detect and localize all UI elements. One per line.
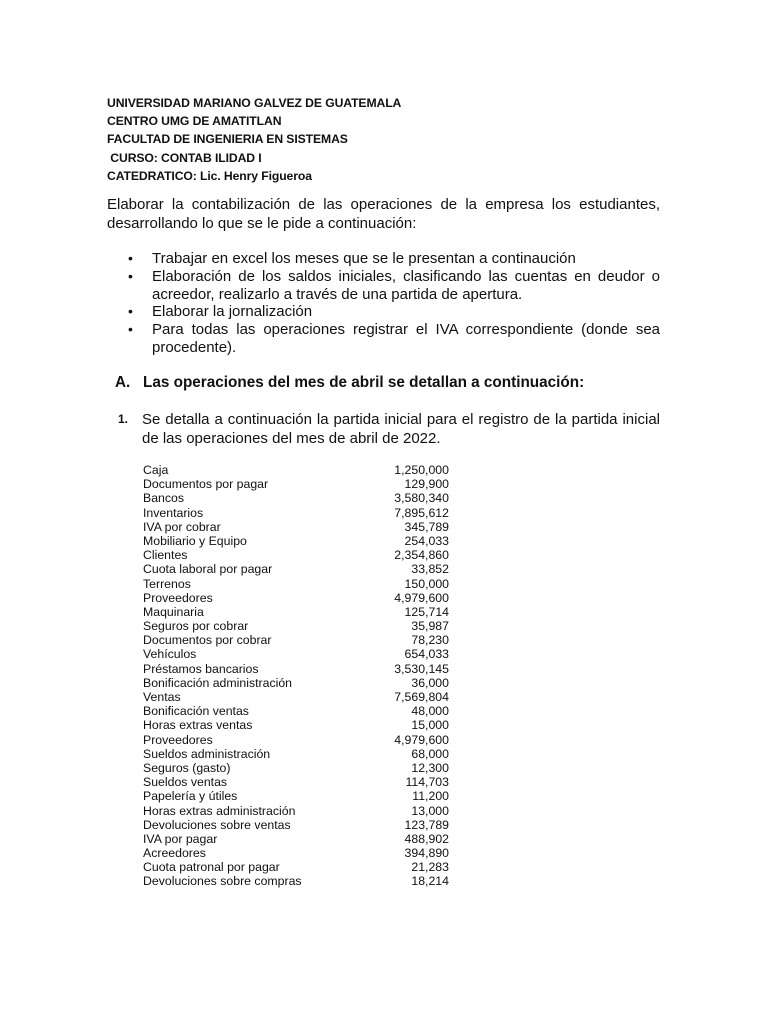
bullet-icon: • xyxy=(128,303,133,320)
list-item-text: Elaboración de los saldos iniciales, clasificando las cuentas en deudor o acreedor, realizarlo a través de una partida de apertura. xyxy=(152,267,660,303)
list-item-text: Elaborar la jornalización xyxy=(152,303,313,321)
account-value: 11,200 xyxy=(412,789,449,804)
account-row xyxy=(143,491,449,505)
list-item xyxy=(107,250,660,268)
account-value: 129,900 xyxy=(404,477,449,492)
bullet-icon: • xyxy=(128,267,133,284)
account-name: Cuota laboral por pagar xyxy=(143,562,273,577)
account-name: Mobiliario y Equipo xyxy=(143,533,247,548)
account-row xyxy=(143,846,449,860)
list-item xyxy=(107,321,660,357)
item-text: Se detalla a continuación la partida inicial para el registro de la partida inicial de las operaciones del mes de abril de 2022. xyxy=(142,411,660,447)
account-name: Documentos por cobrar xyxy=(143,633,272,648)
account-name: Cuota patronal por pagar xyxy=(143,860,280,875)
account-row xyxy=(143,860,449,874)
account-name: Ventas xyxy=(143,690,181,704)
account-name: Maquinaria xyxy=(143,604,204,619)
account-row xyxy=(143,690,449,704)
account-value: 48,000 xyxy=(411,704,449,719)
account-row xyxy=(143,662,449,676)
header-faculty: FACULTAD DE INGENIERIA EN SISTEMAS xyxy=(107,132,348,147)
account-row xyxy=(143,832,449,846)
account-value: 123,789 xyxy=(404,817,449,832)
account-name: IVA por cobrar xyxy=(143,519,221,534)
account-row xyxy=(143,747,449,761)
account-name: Bancos xyxy=(143,491,185,506)
account-value: 2,354,860 xyxy=(394,548,449,563)
account-value: 3,580,340 xyxy=(394,491,449,506)
account-row xyxy=(143,562,449,576)
account-value: 68,000 xyxy=(411,746,449,761)
list-item xyxy=(107,268,660,304)
account-value: 4,979,600 xyxy=(394,732,449,747)
bullet-icon: • xyxy=(128,250,133,266)
account-name: Seguros (gasto) xyxy=(143,760,231,775)
account-value: 3,530,145 xyxy=(394,661,449,676)
account-name: Horas extras ventas xyxy=(143,718,253,733)
account-name: Préstamos bancarios xyxy=(143,661,259,676)
account-row xyxy=(143,605,449,619)
header-center: CENTRO UMG DE AMATITLAN xyxy=(107,114,282,129)
accounts-list xyxy=(143,463,449,889)
section-letter: A. xyxy=(115,374,131,391)
account-value: 21,283 xyxy=(411,860,449,875)
account-name: IVA por pagar xyxy=(143,831,218,846)
account-row xyxy=(143,718,449,732)
instructions-list xyxy=(107,250,660,357)
item-number: 1. xyxy=(118,412,129,426)
account-row xyxy=(143,591,449,605)
account-row xyxy=(143,633,449,647)
account-row xyxy=(143,676,449,690)
account-value: 654,033 xyxy=(404,647,449,662)
account-row xyxy=(143,733,449,747)
account-value: 4,979,600 xyxy=(394,590,449,605)
account-name: Proveedores xyxy=(143,590,213,605)
account-name: Terrenos xyxy=(143,576,191,591)
section-heading-a xyxy=(115,374,584,392)
account-row xyxy=(143,577,449,591)
account-name: Seguros por cobrar xyxy=(143,619,249,634)
header-professor: CATEDRATICO: Lic. Henry Figueroa xyxy=(107,168,312,183)
account-row xyxy=(143,761,449,775)
account-name: Documentos por pagar xyxy=(143,477,269,492)
account-value: 345,789 xyxy=(404,519,449,534)
account-value: 488,902 xyxy=(404,831,449,846)
account-name: Inventarios xyxy=(143,505,204,520)
section-title: Las operaciones del mes de abril se detallan a continuación: xyxy=(143,374,585,391)
list-item-text: Para todas las operaciones registrar el IVA correspondiente (donde sea procedente). xyxy=(152,321,660,356)
account-row xyxy=(143,775,449,789)
document-header xyxy=(107,94,401,185)
account-row xyxy=(143,520,449,534)
header-course: CURSO: CONTAB ILIDAD I xyxy=(107,150,262,165)
account-value: 7,895,612 xyxy=(394,505,449,520)
account-value: 15,000 xyxy=(411,718,449,733)
account-value: 394,890 xyxy=(404,846,449,861)
account-value: 7,569,804 xyxy=(394,690,449,704)
account-value: 114,703 xyxy=(405,775,449,790)
account-row xyxy=(143,548,449,562)
account-value: 12,300 xyxy=(411,760,449,775)
bullet-icon: • xyxy=(128,321,133,338)
account-row xyxy=(143,463,449,477)
intro-paragraph: Elaborar la contabilización de las operaciones de la empresa los estudiantes, desarrollando lo que se le pide a continuación: xyxy=(107,196,660,232)
account-value: 125,714 xyxy=(404,604,449,619)
account-name: Bonificación administración xyxy=(143,675,293,690)
account-value: 78,230 xyxy=(411,633,449,648)
account-name: Caja xyxy=(143,463,169,477)
account-row xyxy=(143,804,449,818)
account-name: Devoluciones sobre compras xyxy=(143,874,302,889)
header-university: UNIVERSIDAD MARIANO GALVEZ DE GUATEMALA xyxy=(107,96,402,110)
account-value: 150,000 xyxy=(404,576,449,591)
account-value: 35,987 xyxy=(411,619,449,634)
account-value: 33,852 xyxy=(411,562,449,577)
account-row xyxy=(143,874,449,888)
account-name: Clientes xyxy=(143,548,188,563)
account-value: 254,033 xyxy=(404,533,449,548)
account-value: 18,214 xyxy=(411,874,449,889)
account-row xyxy=(143,477,449,491)
account-name: Sueldos administración xyxy=(143,746,271,761)
list-item-text: Trabajar en excel los meses que se le presentan a continaución xyxy=(152,250,576,267)
account-row xyxy=(143,647,449,661)
account-name: Devoluciones sobre ventas xyxy=(143,817,291,832)
account-row xyxy=(143,534,449,548)
account-row xyxy=(143,619,449,633)
account-name: Bonificación ventas xyxy=(143,704,249,719)
account-value: 1,250,000 xyxy=(394,463,449,477)
account-row xyxy=(143,789,449,803)
account-value: 36,000 xyxy=(411,675,449,690)
account-name: Papelería y útiles xyxy=(143,789,238,804)
account-row xyxy=(143,506,449,520)
account-name: Proveedores xyxy=(143,732,213,747)
list-item xyxy=(107,303,660,321)
account-name: Sueldos ventas xyxy=(143,775,228,790)
account-value: 13,000 xyxy=(411,803,449,818)
account-row xyxy=(143,704,449,718)
account-name: Horas extras administración xyxy=(143,803,296,818)
account-row xyxy=(143,818,449,832)
account-name: Vehículos xyxy=(143,647,197,662)
account-name: Acreedores xyxy=(143,846,206,861)
numbered-item-1 xyxy=(118,410,660,448)
